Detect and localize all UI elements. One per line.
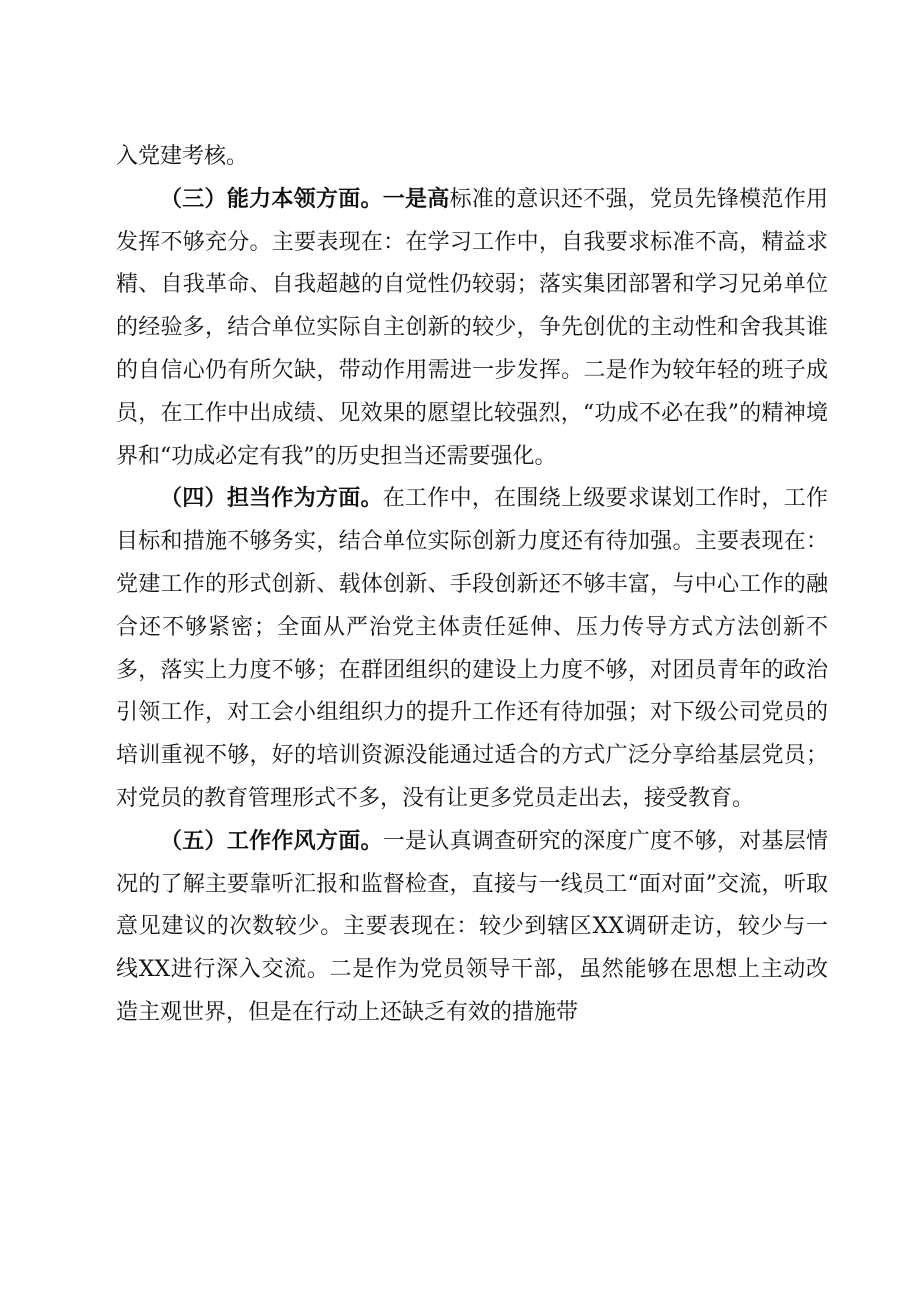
section-heading-work-style: （五）工作作风方面。 (160, 828, 383, 854)
paragraph-ability (116, 179, 828, 479)
paragraph-body: 在工作中，在围绕上级要求谋划工作时，工作目标和措施不够务实，结合单位实际创新力度还有待加强。主要表现在：党建工作的形式创新、载体创新、手段创新还不够丰富，与中心工作的融合还不够紧密；全面从严治党主体责任延伸、压力传导方式方法创新不多，落实上力度不够；在群团组织的建设上力度不够，对团员青年的政治引领工作，对工会小组组织力的提升工作还有待加强；对下级公司党员的培训重视不够，好的培训资源没能通过适合的方式广泛分享给基层党员；对党员的教育管理形式不多，没有让更多党员走出去，接受教育。 (116, 486, 828, 811)
paragraph-body: 一是认真调查研究的深度广度不够，对基层情况的了解主要靠听汇报和监督检查，直接与一线员工“面对面”交流，听取意见建议的次数较少。主要表现在：较少到辖区XX调研走访，较少与一线XX进行深入交流。二是作为党员领导干部，虽然能够在思想上主动改造主观世界，但是在行动上还缺乏有效的措施带 (116, 828, 828, 1025)
paragraph-responsibility (116, 478, 828, 820)
section-heading-ability: （三）能力本领方面。一是高 (160, 186, 450, 212)
paragraph-continuation (116, 136, 828, 179)
paragraph-body: 标准的意识还不强，党员先锋模范作用发挥不够充分。主要表现在：在学习工作中，自我要求标准不高，精益求精、自我革命、自我超越的自觉性仍较弱；落实集团部署和学习兄弟单位的经验多，结合单位实际自主创新的较少，争先创优的主动性和舍我其谁的自信心仍有所欠缺，带动作用需进一步发挥。二是作为较年轻的班子成员，在工作中出成绩、见效果的愿望比较强烈，“功成不必在我”的精神境界和“功成必定有我”的历史担当还需要强化。 (116, 186, 828, 469)
paragraph-work-style (116, 821, 828, 1035)
section-heading-responsibility: （四）担当作为方面。 (160, 486, 383, 512)
document-page (116, 136, 828, 1035)
paragraph-body: 入党建考核。 (116, 144, 249, 169)
